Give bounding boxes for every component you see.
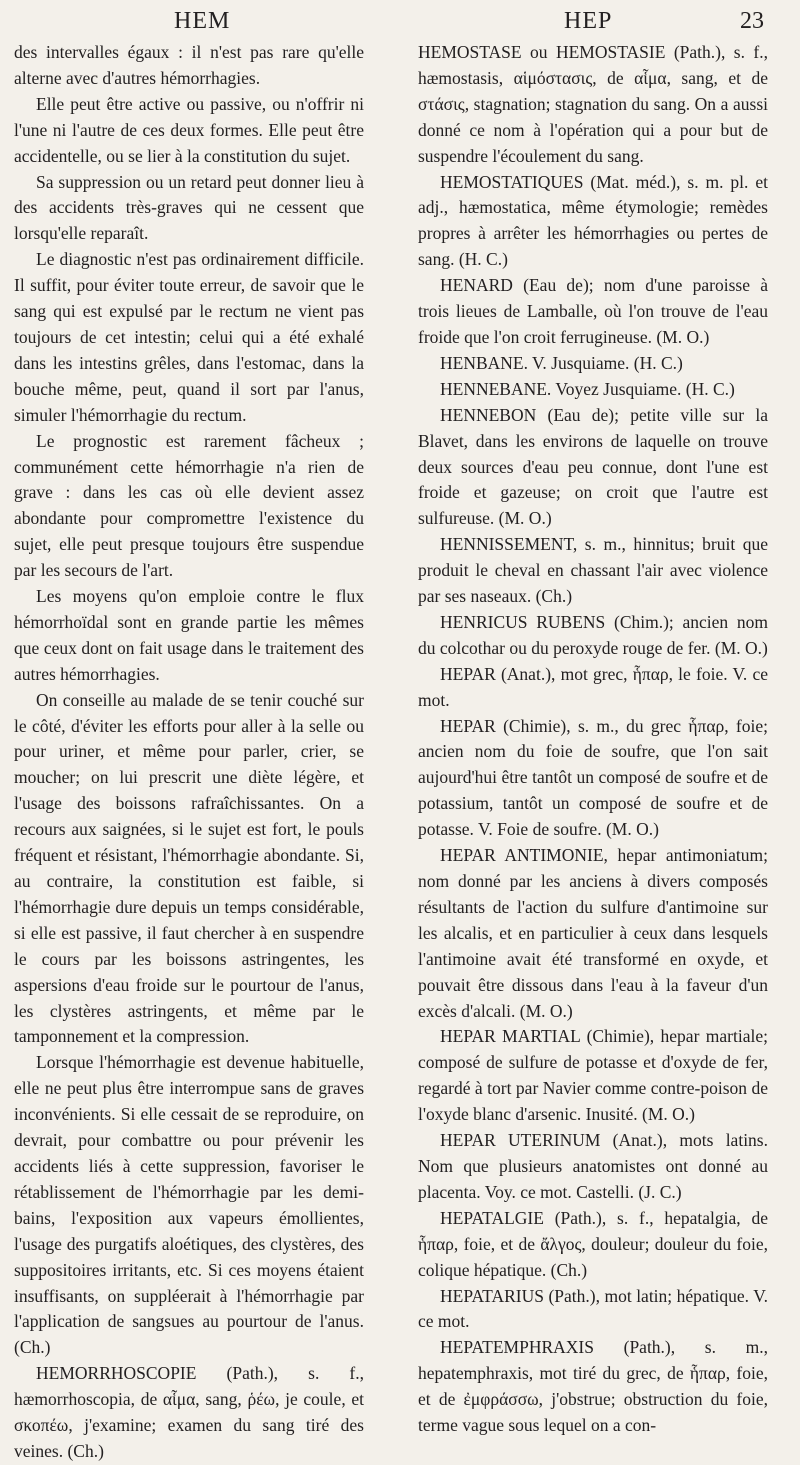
running-head-right: HEP [564, 8, 613, 34]
page-number: 23 [740, 8, 764, 34]
dictionary-entry: HENBANE. V. Jusquiame. (H. C.) [440, 352, 683, 373]
paragraph: Lorsque l'hémorrhagie est devenue habituelle, elle ne peut plus être interrompue sans de graves inconvénients. Si elle cessait de se reproduire, on devrait, pour combattre ou pour prévenir les accidents liés à cette suppression, favoriser le rétablissement de l'hémorrhagie par les demi-bains, l'exposition aux vapeurs émollientes, l'usage des purgatifs aloétiques, des clystères, des suppositoires irritants, etc. Si ces moyens étaient insuffisants, on suppléerait à l'hémorrhagie par l'application de sangsues au pourtour de l'anus. (Ch.) [14, 1052, 364, 1358]
running-head-left: HEM [174, 8, 231, 34]
right-column [418, 40, 768, 1436]
paragraph: On conseille au malade de se tenir couché sur le côté, d'éviter les efforts pour aller à la selle ou pour uriner, et même pour parler, crier, se moucher; on lui prescrit une diète légère, et l'usage des boissons rafraîchissantes. On a recours aux saignées, si le sujet est fort, le pouls fréquent et résistant, l'hémorrhagie abondante. Si, au contraire, la constitution est faible, si l'hémorrhagie dure depuis un temps considérable, si elle est passive, il faut chercher à en suspendre le cours par les boissons astringentes, les aspersions d'eau froide sur le pourtour de l'anus, les clystères astringents, et même par le tamponnement et la compression. [14, 689, 364, 1047]
dictionary-entry: HEMOSTATIQUES (Mat. méd.), s. m. pl. et adj., hæmostatica, même étymologie; remèdes propres à arrêter les hémorrhagies ou pertes de sang. (H. C.) [418, 171, 768, 270]
dictionary-entry: HEPAR ANTIMONIE, hepar antimoniatum; nom donné par les anciens à divers composés résultants de l'action du sulfure d'antimoine sur les alcalis, et en particulier à ceux dans lesquels l'antimoine avait été transformé en oxyde, et pouvait être dissous dans l'eau à la faveur d'un excès d'alcali. (M. O.) [418, 845, 768, 1021]
paragraph: Le diagnostic n'est pas ordinairement difficile. Il suffit, pour éviter toute erreur, de savoir que le sang qui est expulsé par le rectum ne vient pas toujours de cet intestin; celui qui a été exhalé dans les intestins grêles, dans l'estomac, dans la bouche même, peut, quand il sort par l'anus, simuler l'hémorrhagie du rectum. [14, 249, 364, 425]
left-column [14, 40, 364, 1461]
dictionary-entry: HEMORRHOSCOPIE (Path.), s. f., hæmorrhoscopia, de αἷμα, sang, ῥέω, je coule, et σκοπέω, j'examine; examen du sang tiré des veines. (Ch.) [14, 1363, 364, 1461]
dictionary-entry: HENARD (Eau de); nom d'une paroisse à trois lieues de Lamballe, où l'on trouve de l'eau froide que l'on croit ferrugineuse. (M. O.) [418, 275, 768, 347]
paragraph: Les moyens qu'on emploie contre le flux hémorrhoïdal sont en grande partie les mêmes que ceux dont on fait usage dans le traitement des autres hémorrhagies. [14, 586, 364, 684]
dictionary-entry: HEPATARIUS (Path.), mot latin; hépatique. V. ce mot. [418, 1285, 768, 1332]
paragraph: des intervalles égaux : il n'est pas rare qu'elle alterne avec d'autres hémorrhagies. [14, 42, 364, 88]
dictionary-entry: HEPATALGIE (Path.), s. f., hepatalgia, de ἧπαρ, foie, et de ἄλγος, douleur; douleur du foie, colique hépatique. (Ch.) [418, 1207, 768, 1280]
dictionary-entry: HEPAR (Anat.), mot grec, ἧπαρ, le foie. V. ce mot. [418, 663, 768, 710]
dictionary-entry: HEPATEMPHRAXIS (Path.), s. m., hepatemphraxis, mot tiré du grec, de ἧπαρ, foie, et de ἐμφράσσω, j'obstrue; obstruction du foie, terme vague sous lequel on a con- [418, 1337, 768, 1436]
dictionary-entry: HENNEBANE. Voyez Jusquiame. (H. C.) [440, 378, 735, 399]
dictionary-entry: HENNEBON (Eau de); petite ville sur la Blavet, dans les environs de laquelle on trouve deux sources d'eau peu connue, dont l'une est froide et gazeuse; on croit que l'autre est sulfureuse. (M. O.) [418, 404, 768, 529]
dictionary-entry: HEPAR MARTIAL (Chimie), hepar martiale; composé de sulfure de potasse et d'oxyde de fer, regardé à tort par Navier comme contre-poison de l'oxyde blanc d'arsenic. Inusité. (M. O.) [418, 1026, 768, 1125]
dictionary-entry: HENNISSEMENT, s. m., hinnitus; bruit que produit le cheval en chassant l'air avec violence par ses naseaux. (Ch.) [418, 534, 768, 607]
paragraph: Le prognostic est rarement fâcheux ; communément cette hémorrhagie n'a rien de grave : dans les cas où elle devient assez abondante pour compromettre l'existence du sujet, elle peut presque toujours être suspendue par les secours de l'art. [14, 430, 364, 581]
paragraph: Sa suppression ou un retard peut donner lieu à des accidents très-graves qui ne cessent que lorsqu'elle reparaît. [14, 171, 364, 244]
dictionary-entry: HEPAR (Chimie), s. m., du grec ἧπαρ, foie; ancien nom du foie de soufre, que l'on sait aujourd'hui être tantôt un composé de soufre et de potassium, tantôt un composé de soufre et de potasse. V. Foie de soufre. (M. O.) [418, 715, 768, 840]
paragraph: Elle peut être active ou passive, ou n'offrir ni l'une ni l'autre de ces deux formes. Elle peut être accidentelle, ou se lier à la constitution du sujet. [14, 93, 364, 166]
dictionary-entry: HEPAR UTERINUM (Anat.), mots latins. Nom que plusieurs anatomistes ont donné au placenta. Voy. ce mot. Castelli. (J. C.) [418, 1130, 768, 1202]
dictionary-entry: HEMOSTASE ou HEMOSTASIE (Path.), s. f., hæmostasis, αἱμόστασις, de αἷμα, sang, et de στάσις, stagnation; stagnation du sang. On a aussi donné ce nom à l'opération qui a pour but de suspendre l'écoulement du sang. [418, 42, 768, 166]
dictionary-entry: HENRICUS RUBENS (Chim.); ancien nom du colcothar ou du peroxyde rouge de fer. (M. O.) [418, 611, 768, 658]
